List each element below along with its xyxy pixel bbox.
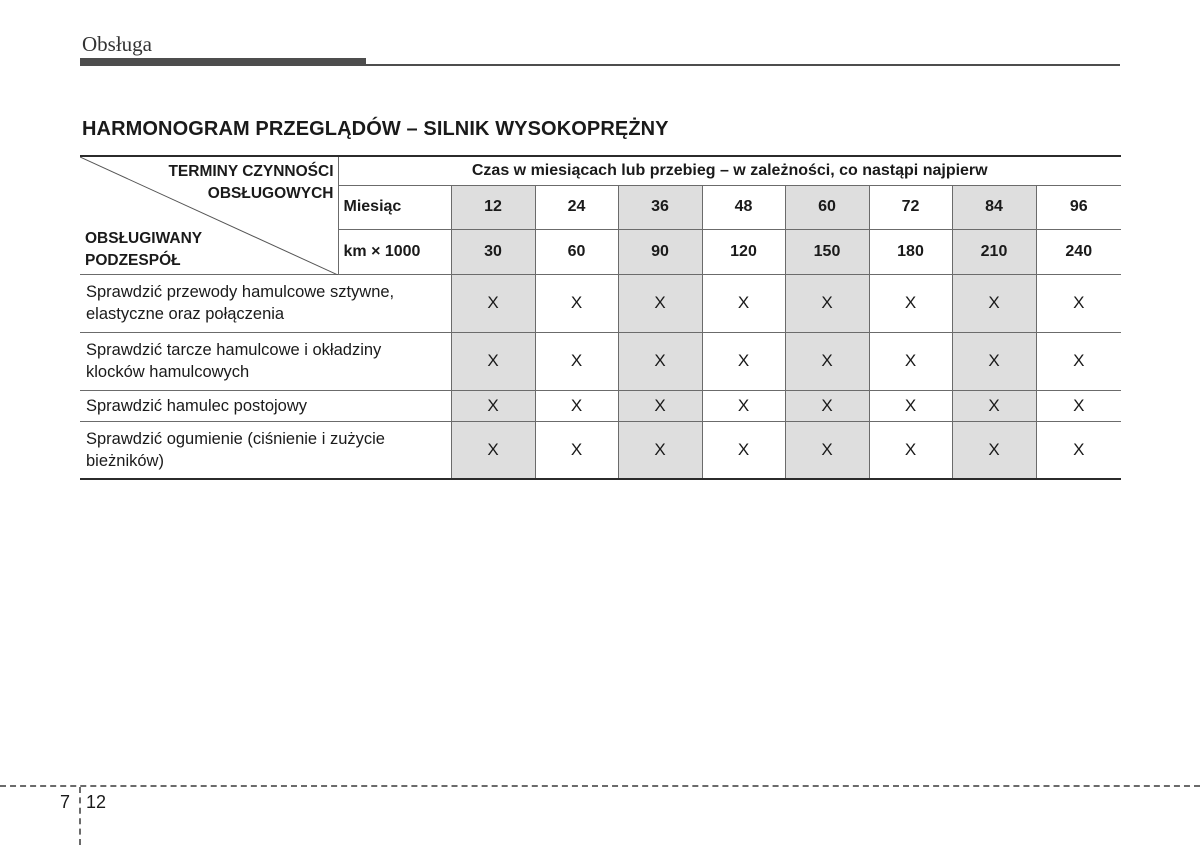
table-row [80, 332, 1121, 390]
corner-top-line1: TERMINY CZYNNOŚCI [168, 163, 334, 180]
row-label [80, 390, 451, 421]
check-mark: X [451, 274, 535, 332]
check-mark: X [702, 390, 785, 421]
check-mark: X [535, 332, 618, 390]
corner-bottom-line2: PODZESPÓŁ [85, 251, 181, 269]
check-mark: X [1036, 274, 1121, 332]
check-mark: X [535, 421, 618, 479]
month-value: 48 [702, 185, 785, 229]
footer-page-separator [79, 787, 81, 845]
check-mark: X [952, 274, 1036, 332]
table-row [80, 274, 1121, 332]
row-label [80, 274, 451, 332]
check-mark: X [785, 332, 869, 390]
check-mark: X [451, 390, 535, 421]
check-mark: X [618, 421, 702, 479]
check-mark: X [451, 421, 535, 479]
corner-top-line2: OBSŁUGOWYCH [207, 185, 334, 202]
month-value: 12 [451, 185, 535, 229]
check-mark: X [869, 390, 952, 421]
check-mark: X [785, 390, 869, 421]
header-rule-thick [80, 58, 366, 66]
km-value: 240 [1036, 229, 1121, 274]
month-value: 24 [535, 185, 618, 229]
check-mark: X [952, 332, 1036, 390]
table-row [80, 390, 1121, 421]
row-label-line1: Sprawdzić tarcze hamulcowe i okładziny [86, 341, 382, 359]
row-label-line1: Sprawdzić hamulec postojowy [86, 396, 308, 415]
check-mark: X [869, 332, 952, 390]
month-value: 60 [785, 185, 869, 229]
page-number: 12 [86, 792, 107, 812]
corner-header-cell [80, 156, 338, 274]
month-value: 96 [1036, 185, 1121, 229]
month-value: 84 [952, 185, 1036, 229]
row-label-line1: Sprawdzić przewody hamulcowe sztywne, [86, 283, 395, 301]
header-rule-thin [366, 64, 1120, 66]
km-value: 210 [952, 229, 1036, 274]
check-mark: X [535, 390, 618, 421]
check-mark: X [785, 274, 869, 332]
chapter-number: 7 [60, 792, 71, 812]
km-value: 30 [451, 229, 535, 274]
check-mark: X [618, 274, 702, 332]
period-header: Czas w miesiącach lub przebieg – w zależności, co nastąpi najpierw [338, 156, 1121, 185]
corner-header-bottom [85, 228, 202, 272]
km-value: 90 [618, 229, 702, 274]
check-mark: X [1036, 390, 1121, 421]
check-mark: X [618, 390, 702, 421]
header-row-period [80, 156, 1121, 185]
check-mark: X [451, 332, 535, 390]
corner-header-top [168, 161, 333, 205]
row-label-line2: bieżników) [86, 451, 164, 470]
table-row [80, 421, 1121, 479]
check-mark: X [869, 421, 952, 479]
section-label: Obsługa [82, 32, 152, 56]
month-value: 36 [618, 185, 702, 229]
row-label [80, 332, 451, 390]
footer-divider [0, 785, 1200, 787]
check-mark: X [618, 332, 702, 390]
check-mark: X [785, 421, 869, 479]
row-label-line2: elastyczne oraz połączenia [86, 305, 285, 323]
check-mark: X [535, 274, 618, 332]
check-mark: X [702, 332, 785, 390]
check-mark: X [869, 274, 952, 332]
km-label: km × 1000 [338, 229, 451, 274]
km-value: 180 [869, 229, 952, 274]
maintenance-schedule-table [80, 155, 1121, 480]
month-value: 72 [869, 185, 952, 229]
km-value: 150 [785, 229, 869, 274]
check-mark: X [1036, 421, 1121, 479]
months-label: Miesiąc [338, 185, 451, 229]
km-value: 60 [535, 229, 618, 274]
page-title: HARMONOGRAM PRZEGLĄDÓW – SILNIK WYSOKOPRĘŻNY [82, 118, 669, 140]
check-mark: X [702, 274, 785, 332]
row-label-line1: Sprawdzić ogumienie (ciśnienie i zużycie [86, 429, 385, 448]
km-value: 120 [702, 229, 785, 274]
corner-bottom-line1: OBSŁUGIWANY [85, 229, 203, 247]
check-mark: X [702, 421, 785, 479]
check-mark: X [1036, 332, 1121, 390]
row-label-line2: klocków hamulcowych [86, 363, 250, 381]
check-mark: X [952, 390, 1036, 421]
row-label [80, 421, 451, 479]
check-mark: X [952, 421, 1036, 479]
